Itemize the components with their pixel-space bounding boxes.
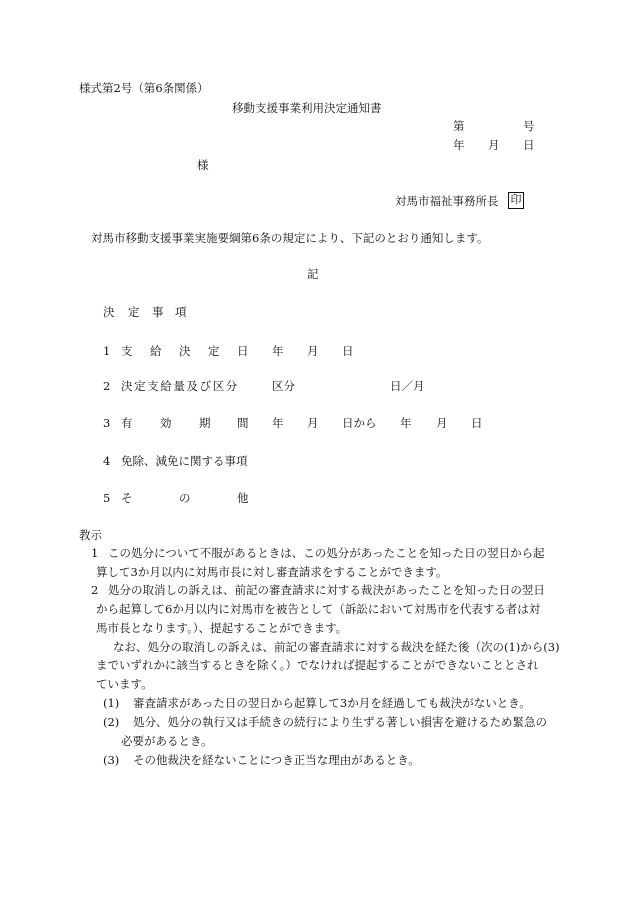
number-suffix: 号 (523, 119, 535, 133)
number-prefix: 第 (453, 119, 465, 133)
date-month: 月 (488, 138, 500, 152)
date-year: 年 (453, 138, 465, 152)
seal-mark: 印 (508, 192, 524, 209)
form-number: 様式第2号（第6条関係） (79, 81, 209, 95)
date-day: 日 (523, 138, 535, 152)
ki-heading: 記 (307, 267, 319, 281)
document-title: 移動支援事業利用決定通知書 (232, 101, 382, 115)
notice-heading: 教示 (79, 528, 102, 542)
issuer-name: 対馬市福祉事務所長 (395, 194, 499, 208)
intro-text: 対馬市移動支援事業実施要綱第6条の規定により、下記のとおり通知します。 (91, 231, 489, 245)
addressee-honorific: 様 (197, 158, 209, 172)
